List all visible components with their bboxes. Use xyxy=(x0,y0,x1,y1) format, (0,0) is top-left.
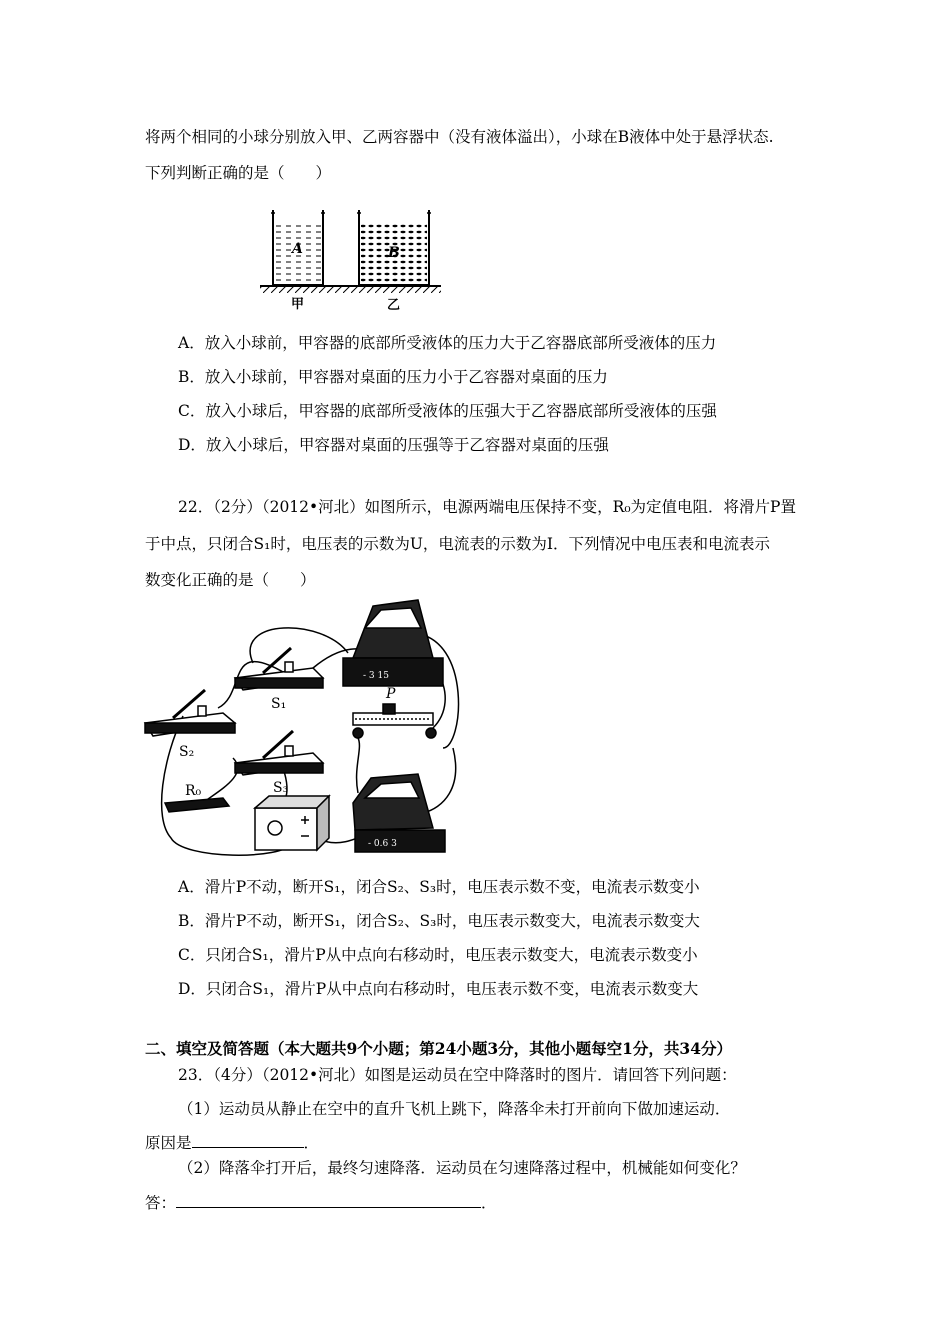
label-p: P xyxy=(386,686,396,702)
liquid-b-label: B xyxy=(388,245,400,261)
q23-part2-answer xyxy=(145,1191,497,1214)
resistor-r0 xyxy=(165,783,229,812)
q23-part2-prefix: 答： xyxy=(145,1194,177,1212)
label-s2: S₂ xyxy=(179,744,195,760)
q22-option-d: D．只闭合S₁，滑片P从中点向右移动时，电压表示数不变，电流表示数变大 xyxy=(178,980,699,998)
q23-part2: （2）降落伞打开后，最终匀速降落．运动员在匀速降落过程中，机械能如何变化？ xyxy=(178,1159,746,1177)
q23-part1-prefix: 原因是 xyxy=(145,1134,192,1152)
q21-containers-figure xyxy=(255,205,445,313)
q23-stem: 23．（4分）（2012•河北）如图是运动员在空中降落时的图片．请回答下列问题： xyxy=(178,1066,737,1084)
voltmeter-terminals: - 3 15 xyxy=(363,671,389,681)
ammeter-terminals: - 0.6 3 xyxy=(368,839,397,849)
container-jia xyxy=(271,210,325,285)
q23-part1-answer xyxy=(145,1131,319,1154)
power-supply xyxy=(255,796,329,850)
label-yi: 乙 xyxy=(387,298,401,313)
q22-circuit-figure xyxy=(143,598,473,870)
q21-option-c: C．放入小球后，甲容器的底部所受液体的压强大于乙容器底部所受液体的压强 xyxy=(178,402,717,420)
q21-option-a: A．放入小球前，甲容器的底部所受液体的压力大于乙容器底部所受液体的压力 xyxy=(178,334,717,352)
q21-stem-line2: 下列判断正确的是（ ） xyxy=(145,164,332,182)
rheostat xyxy=(353,686,436,738)
q22-option-b: B．滑片P不动，断开S₁，闭合S₂、S₃时，电压表示数变大，电流表示数变大 xyxy=(178,912,700,930)
q23-part2-suffix: ． xyxy=(481,1194,497,1212)
ammeter xyxy=(353,774,445,852)
q22-option-a: A．滑片P不动，断开S₁，闭合S₂、S₃时，电压表示数不变，电流表示数变小 xyxy=(178,878,700,896)
q21-stem-line1: 将两个相同的小球分别放入甲、乙两容器中（没有液体溢出），小球在B液体中处于悬浮状态. xyxy=(145,128,774,146)
q22-stem-line1: 22．（2分）（2012•河北）如图所示，电源两端电压保持不变，R₀为定值电阻．将滑片P置 xyxy=(178,498,796,516)
switch-s1 xyxy=(235,648,323,712)
q23-part1: （1）运动员从静止在空中的直升飞机上跳下，降落伞未打开前向下做加速运动． xyxy=(178,1100,731,1118)
container-yi xyxy=(357,210,431,285)
q22-stem-line3: 数变化正确的是（ ） xyxy=(145,571,316,589)
switch-s3 xyxy=(235,731,323,796)
q23-part2-blank[interactable] xyxy=(176,1191,481,1208)
liquid-a-label: A xyxy=(292,241,303,257)
voltmeter xyxy=(343,600,443,686)
q22-stem-line2: 于中点，只闭合S₁时，电压表的示数为U，电流表的示数为I．下列情况中电压表和电流表示 xyxy=(145,535,771,553)
switch-s2 xyxy=(145,690,235,760)
q23-part1-suffix: ． xyxy=(303,1134,320,1152)
label-s3: S₃ xyxy=(273,780,289,796)
q22-option-c: C．只闭合S₁，滑片P从中点向右移动时，电压表示数变大，电流表示数变小 xyxy=(178,946,698,964)
label-r0: R₀ xyxy=(185,783,202,799)
label-jia: 甲 xyxy=(291,297,305,312)
section2-title: 二、填空及简答题（本大题共9个小题；第24小题3分，其他小题每空1分，共34分） xyxy=(145,1039,732,1058)
q23-part1-blank[interactable] xyxy=(192,1131,304,1148)
q21-option-d: D．放入小球后，甲容器对桌面的压强等于乙容器对桌面的压强 xyxy=(178,436,609,454)
q21-option-b: B．放入小球前，甲容器对桌面的压力小于乙容器对桌面的压力 xyxy=(178,368,608,386)
label-s1: S₁ xyxy=(271,696,287,712)
